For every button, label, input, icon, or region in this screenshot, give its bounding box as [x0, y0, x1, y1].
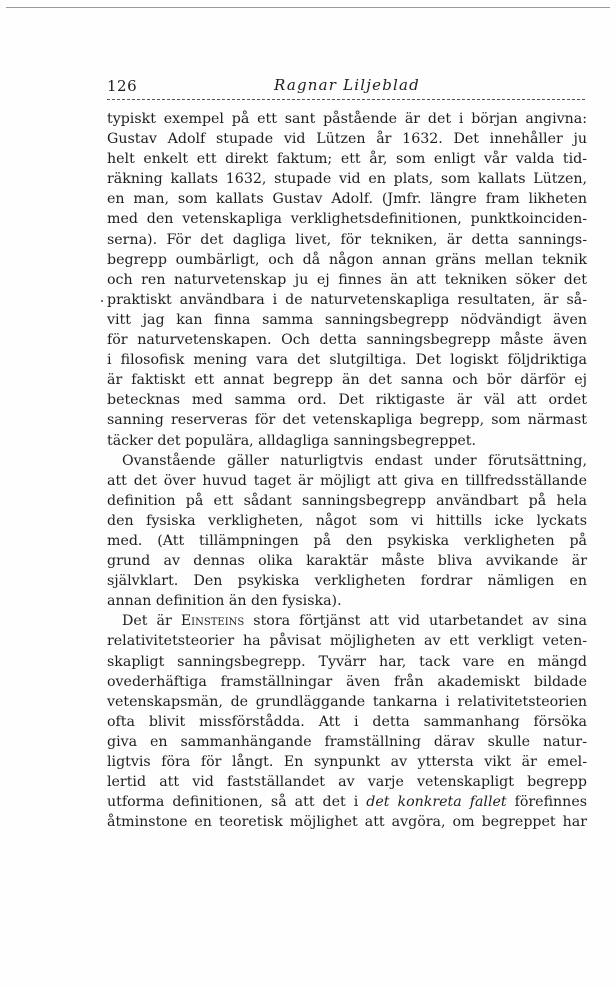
text-line: självklart. Den psykiska verkligheten fordrar nämligen en: [107, 573, 587, 590]
text-line: relativitetsteorier ha påvisat möjligheten av ett verkligt veten-: [107, 633, 587, 650]
paragraph-2: [107, 451, 587, 612]
page-header: [107, 73, 587, 97]
text-run: stora förtjänst att vid utarbetandet av sina: [244, 613, 587, 630]
text-line: vetenskapsmän, de grundläggande tankarna i relativitetsteorien: [107, 693, 587, 710]
text-line: ovederhäftiga framställningar även från akademiskt bildade: [107, 673, 587, 690]
text-line: annan definition än den fysiska).: [107, 593, 342, 610]
text-line: är faktiskt ett annat begrepp än det sanna och bör därför ej: [107, 372, 587, 389]
text-line: att det över huvud taget är möjligt att giva en tillfredsställande: [107, 472, 587, 489]
text-line: lertid att vid fastställandet av varje vetenskapligt begrepp: [107, 774, 587, 791]
margin-mark: [101, 300, 103, 302]
text-line: ofta blivit missförstådda. Att i detta sammanhang försöka: [107, 713, 587, 730]
text-line: vitt jag kan finna samma sanningsbegrepp nödvändigt även: [107, 311, 587, 328]
text-line: giva en sammanhängande framställning därav skulle natur-: [107, 733, 587, 750]
text-line: med. (Att tillämpningen på den psykiska verkligheten på: [107, 532, 587, 549]
text-line: räkning kallats 1632, stupade vid en plats, som kallats Lützen,: [107, 171, 587, 188]
text-line: täcker det populära, alldagliga sanningsbegreppet.: [107, 432, 477, 449]
text-line: den fysiska verkligheten, något som vi hittills icke lyckats: [107, 512, 587, 529]
paragraph-3: [107, 611, 587, 832]
page-number: 126: [107, 77, 138, 95]
text-line: Ovanstående gäller naturligtvis endast under förutsättning,: [122, 452, 587, 469]
text-line: [107, 611, 587, 631]
text-line: typiskt exempel på ett sant påstående är det i början angivna:: [107, 111, 587, 127]
text-line: grund av dennas olika karaktär måste bliva avvikande är: [107, 553, 587, 570]
text-line: sanning reserveras för det vetenskapliga begrepp, som närmast: [107, 412, 587, 429]
author-name-smallcaps: Einsteins: [180, 613, 245, 630]
text-run: Det är: [122, 613, 181, 630]
text-line: med den vetenskapliga verklighetsdefinitionen, punktkoinciden-: [107, 211, 587, 228]
text-run: förefinnes: [506, 794, 587, 811]
text-line: begrepp oumbärligt, och då någon annan gräns mellan teknik: [107, 251, 587, 268]
text-line: skapligt sanningsbegrepp. Tyvärr har, tack vare en mängd: [107, 653, 587, 670]
body-text: [107, 109, 587, 832]
text-line: Gustav Adolf stupade vid Lützen år 1632. Det innehåller ju: [107, 131, 587, 148]
text-run: utforma definitionen, så att det i: [107, 794, 367, 811]
text-line: en man, som kallats Gustav Adolf. (Jmfr. längre fram likheten: [107, 191, 587, 208]
text-line: åtminstone en teoretisk möjlighet att avgöra, om begreppet har: [107, 814, 587, 831]
text-line: i filosofisk mening vara det slutgiltiga. Det logiskt följdriktiga: [107, 352, 587, 369]
text-line: definition på ett sådant sanningsbegrepp användbart på hela: [107, 492, 587, 509]
text-line: för naturvetenskapen. Och detta sanningsbegrepp måste även: [107, 332, 587, 349]
page-top-edge: [6, 7, 610, 8]
text-line: [107, 792, 587, 812]
text-line: ligtvis föra för långt. En synpunkt av yttersta vikt är emel-: [107, 754, 587, 770]
text-line: praktiskt användbara i de naturvetenskapliga resultaten, är så-: [107, 291, 587, 308]
text-line: och ren naturvetenskap ju ej finnes än att tekniken söker det: [107, 271, 587, 288]
paragraph-1: [107, 109, 587, 451]
text-line: helt enkelt ett direkt faktum; ett år, som enligt vår valda tid-: [107, 151, 587, 168]
header-rule: [107, 99, 585, 100]
running-title: Ragnar Liljeblad: [274, 76, 420, 94]
italic-phrase: det konkreta fallet: [366, 794, 507, 811]
text-line: betecknas med samma ord. Det riktigaste är väl att ordet: [107, 392, 587, 409]
text-line: serna). För det dagliga livet, för tekniken, är detta sannings-: [107, 231, 587, 248]
